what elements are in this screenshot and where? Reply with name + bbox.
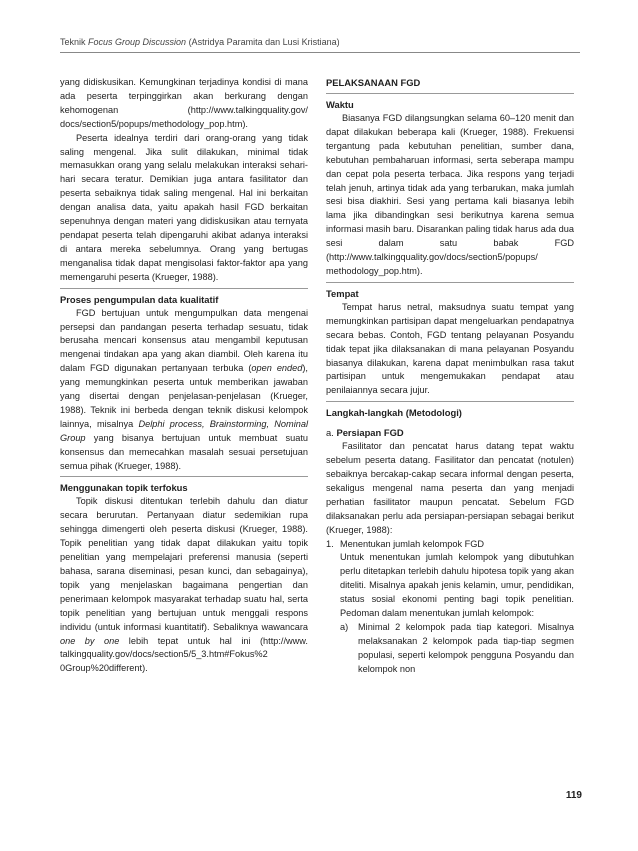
paragraph: Biasanya FGD dilangsungkan selama 60–120 menit dan dapat dilakukan beberapa kali (Krueger, 1988). Frekuensi tergantung pada kebutuhan penelitian, sumber dana, kebutuhan pembaharuan informasi, serta seberapa mampu dan cepat pola peserta terbaca. Jika respons yang terjadi telah jenuh, artinya tidak ada yang terbarukan, maka jumlah sesi bisa diakhiri. Sesi yang pertama kali biasanya lebih lama jika dibandingkan sesi berikutnya karena semua informasi masih baru. Disarankan paling tidak harus ada dua sesi dalam satu babak FGD (http://www.talkingquality.gov/docs/section5/popups/ methodology_pop.htm). bbox=[326, 113, 574, 276]
section-heading: Langkah-langkah (Metodologi) bbox=[326, 407, 462, 419]
paragraph: yang didiskusikan. Kemungkinan terjadinya kondisi di mana ada peserta terpinggirkan akan berkurang dengan kehomogenan (http://www.talkingquality.gov/ docs/section5/popups/methodology_pop.htm). bbox=[60, 77, 308, 129]
paragraph: Peserta idealnya terdiri dari orang-orang yang tidak saling mengenal. Jika sulit dilakukan, minimal tidak memasukkan orang yang selalu melakukan interaksi sehari-hari secara teratur. Demikian juga antara fasilitator dan peserta sebaiknya tidak saling mengenal. Hal ini berkaitan dengan analisa data, yaitu apakah hasil FGD berkaitan sepenuhnya dengan materi yang didiskusikan atau ternyata pendapat peserta telah dipengaruhi akibat adanya interaksi di antara mereka sebelumnya. Orang yang bertugas menganalisa tidak dapat mengisolasi faktor-faktor apa yang memengaruhi peserta (Krueger, 1988). bbox=[60, 132, 308, 282]
subsection-heading: a. Persiapan FGD bbox=[326, 427, 404, 439]
right-column bbox=[326, 76, 574, 677]
header-rule bbox=[60, 52, 580, 53]
section-heading: Proses pengumpulan data kualitatif bbox=[60, 293, 219, 305]
section-heading: Menggunakan topik terfokus bbox=[60, 482, 188, 494]
section-divider bbox=[60, 288, 308, 289]
paragraph: FGD bertujuan untuk mengumpulkan data mengenai persepsi dan pandangan peserta terhadap sesuatu, tidak berusaha mencari konsensus atau mengambil keputusan mengenai tindakan apa yang akan diambil. Oleh karena itu dalam FGD digunakan pertanyaan terbuka (open ended), yang memungkinkan peserta untuk memberikan jawaban yang disertai dengan penjelasan-penjelasan (Krueger, 1988). Teknik ini berbeda dengan teknik diskusi kelompok lainnya, misalnya Delphi process, Brainstorming, Nominal Group yang bisanya bertujuan untuk membuat suatu konsensus dan memecahkan masalah sesuai persetujuan semua pihak (Krueger, 1988). bbox=[60, 307, 308, 471]
section-divider bbox=[326, 401, 574, 402]
chapter-heading: PELAKSANAAN FGD bbox=[326, 77, 421, 88]
page-number: 119 bbox=[565, 790, 582, 801]
running-header: Teknik Focus Group Discussion (Astridya Paramita dan Lusi Kristiana) bbox=[60, 37, 340, 47]
sub-list-item: a) Minimal 2 kelompok pada tiap kategori. Misalnya melaksanakan 2 kelompok pada tiap-tiap segmen populasi, seperti kelompok pengguna Posyandu dan kelompok non bbox=[340, 622, 574, 674]
section-divider bbox=[326, 282, 574, 283]
left-column bbox=[60, 76, 308, 676]
section-divider bbox=[326, 93, 574, 94]
list-item-body: Untuk menentukan jumlah kelompok yang dibutuhkan perlu ditetapkan terlebih dahulu hipotesa topik yang akan diteliti. Misalnya apakah jenis kelamin, umur, pendidikan, status sosial ekonomi penting bagi topik penelitian. Pedoman dalam menentukan jumlah kelompok: bbox=[340, 552, 574, 619]
section-heading: Waktu bbox=[326, 99, 354, 110]
paragraph: Fasilitator dan pencatat harus datang tepat waktu sebelum peserta datang. Fasilitator dan pencatat (notulen) sebaiknya bercakap-cakap secara informal dengan peserta, sekaligus mengenal nama peserta dan yang menjadi perhatian fasilitator maupun pencatat. Sebelum FGD dilaksanakan perlu ada persiapan-persiapan sebagai berikut (Krueger, 1988): bbox=[326, 441, 574, 535]
paragraph: Tempat harus netral, maksudnya suatu tempat yang memungkinkan partisipan dapat mengeluarkan pendapatnya secara bebas. Contoh, FGD tentang pelayanan Posyandu tidak tepat jika dilaksanakan di mana pelayanan Posyandu biasanya dilakukan, karena dapat menimbulkan rasa takut partisipan untuk mengemukakan pendapat atau penilaiannya secara jujur. bbox=[326, 301, 574, 396]
header-italic-title: Focus Group Discussion bbox=[88, 37, 187, 47]
paragraph: Topik diskusi ditentukan terlebih dahulu dan diatur secara berurutan. Pertanyaan diatur sedemikian rupa sehingga dimengerti oleh peserta diskusi (Krueger, 1988). Topik penelitian yang tidak dapat dilakukan yaitu topik penelitian yang mempelajari preferensi manusia (seperti bahasa, sarana diseminasi, pesan kunci, dan sebagainya), topik yang menjelaskan bagaimana pengertian dan penerimaan kelompok masyarakat terhadap suatu hal, serta topik penelitian yang bertujuan untuk menggali respons individu (untuk informasi kuantitatif). Sebaliknya wawancara one by one lebih tepat untuk hal ini (http://www. talkingquality.gov/docs/section5/5_3.htm#Fokus%2 0Group%20different). bbox=[60, 496, 308, 674]
list-item: 1. Menentukan jumlah kelompok FGD bbox=[326, 538, 485, 549]
section-divider bbox=[60, 476, 308, 477]
section-heading: Tempat bbox=[326, 287, 359, 299]
